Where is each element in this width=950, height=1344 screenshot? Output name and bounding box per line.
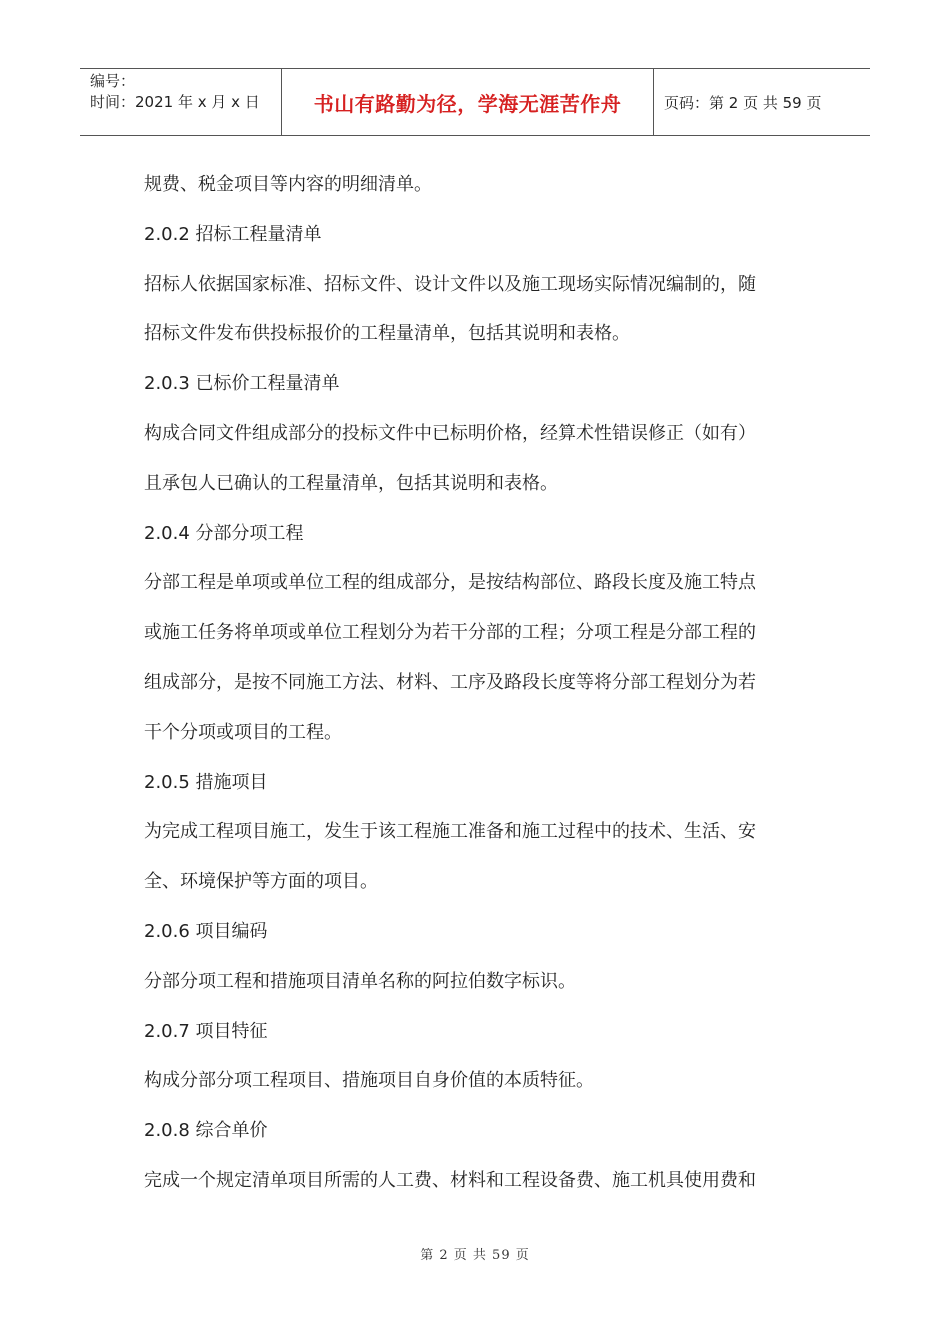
text-line: 招标人依据国家标准、招标文件、设计文件以及施工现场实际情况编制的，随 (144, 273, 756, 295)
page-footer: 第 2 页 共 59 页 (420, 1248, 530, 1263)
text-line: 组成部分，是按不同施工方法、材料、工序及路段长度等将分部工程划分为若 (144, 671, 756, 693)
text-line: 全、环境保护等方面的项目。 (144, 871, 378, 893)
section-heading-2-0-4: 2.0.4 分部分项工程 (144, 522, 304, 544)
document-number-label: 编号： (90, 72, 136, 90)
text-line: 且承包人已确认的工程量清单，包括其说明和表格。 (144, 472, 558, 494)
text-line: 干个分项或项目的工程。 (144, 721, 342, 743)
document-date-label: 时间：2021 年 x 月 x 日 (90, 93, 260, 111)
text-line: 完成一个规定清单项目所需的人工费、材料和工程设备费、施工机具使用费和 (144, 1169, 756, 1191)
text-line: 或施工任务将单项或单位工程划分为若干分部的工程；分项工程是分部工程的 (144, 622, 756, 644)
text-line: 构成合同文件组成部分的投标文件中已标明价格，经算术性错误修正（如有） (144, 422, 756, 444)
section-heading-2-0-3: 2.0.3 已标价工程量清单 (144, 373, 340, 395)
header-meta (80, 69, 282, 135)
section-heading-2-0-6: 2.0.6 项目编码 (144, 920, 268, 942)
text-line: 分部工程是单项或单位工程的组成部分，是按结构部位、路段长度及施工特点 (144, 572, 756, 594)
section-heading-2-0-2: 2.0.2 招标工程量清单 (144, 223, 322, 245)
body-text (144, 164, 804, 1210)
header-motto: 书山有路勤为径，学海无涯苦作舟 (282, 69, 654, 135)
text-line: 招标文件发布供投标报价的工程量清单，包括其说明和表格。 (144, 323, 630, 345)
text-line: 规费、税金项目等内容的明细清单。 (144, 174, 432, 195)
section-heading-2-0-8: 2.0.8 综合单价 (144, 1120, 268, 1142)
section-heading-2-0-7: 2.0.7 项目特征 (144, 1020, 268, 1042)
page-header (80, 68, 870, 136)
header-page-number: 页码：第 2 页 共 59 页 (664, 93, 822, 112)
text-line: 构成分部分项工程项目、措施项目自身价值的本质特征。 (144, 1070, 594, 1092)
text-line: 分部分项工程和措施项目清单名称的阿拉伯数字标识。 (144, 970, 576, 992)
section-heading-2-0-5: 2.0.5 措施项目 (144, 771, 268, 793)
text-line: 为完成工程项目施工，发生于该工程施工准备和施工过程中的技术、生活、安 (144, 821, 756, 843)
